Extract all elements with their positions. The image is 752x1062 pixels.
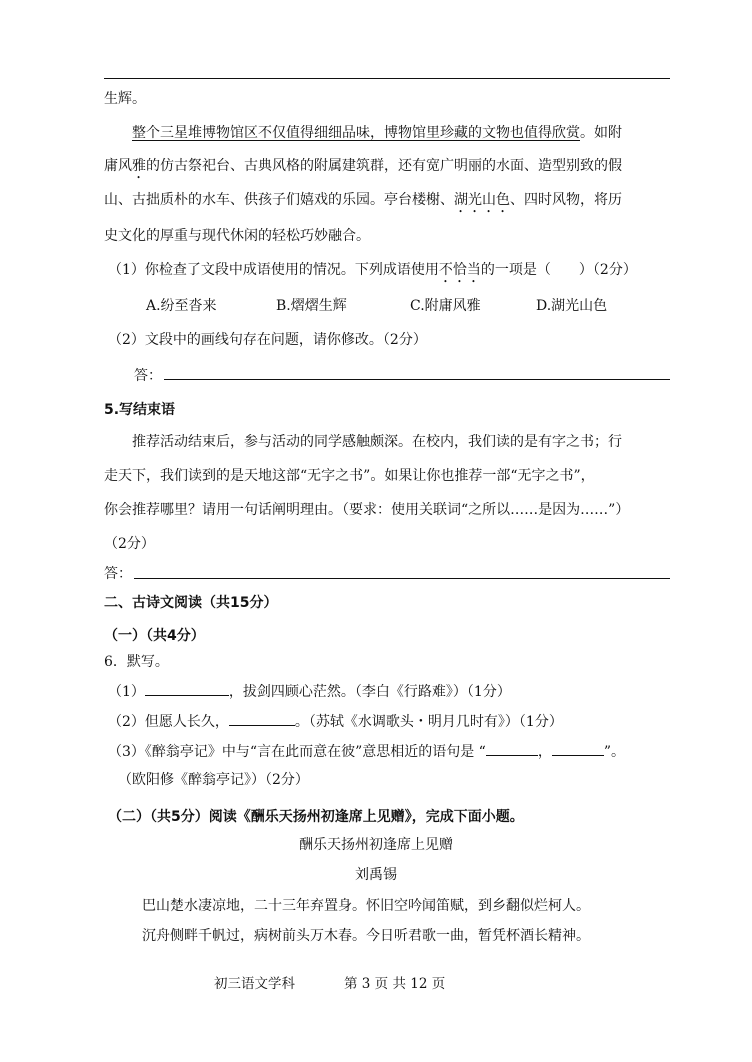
- question-6-3-source: （欧阳修《醉翁亭记》）（2分）: [118, 772, 309, 788]
- question-6-3: [108, 741, 625, 763]
- question-6: 6．默写。: [104, 654, 169, 670]
- passage-line-4: 史文化的厚重与现代休闲的轻松巧妙融合。: [104, 228, 370, 244]
- blank-4[interactable]: [552, 741, 604, 756]
- passage-text: 庸风: [104, 158, 132, 174]
- poem-title: 酬乐天扬州初逢席上见赠: [299, 837, 453, 853]
- question-text: （2）但愿人长久，: [108, 714, 229, 730]
- poem-line-2: 沉舟侧畔千帆过，病树前头万木春。今日听君歌一曲，暂凭杯酒长精神。: [142, 928, 590, 944]
- section-5-line-4: （2分）: [104, 536, 155, 552]
- poem-line-1: 巴山楚水凄凉地，二十三年弃置身。怀旧空吟闻笛赋，到乡翻似烂柯人。: [142, 898, 590, 914]
- section-5-title: 5.写结束语: [104, 402, 176, 418]
- answer-label: 答：: [104, 566, 132, 582]
- blank-2[interactable]: [229, 711, 295, 726]
- option-b[interactable]: B.熠熠生辉: [276, 298, 347, 314]
- question-6-1: [108, 681, 511, 703]
- passage-text: 的仿古祭祀台、古典风格的附属建筑群，还有宽广明丽的水面、造型别致的假: [146, 158, 622, 174]
- underlined-sentence: 整个三星堆博物馆区不仅值得细细品味，博物馆里珍藏的文物也值得欣赏: [132, 125, 580, 141]
- answer-line[interactable]: [164, 379, 670, 380]
- subsection-2-title: （二）（共5分）阅读《酬乐天扬州初逢席上见赠》，完成下面小题。: [108, 809, 524, 825]
- blank-3[interactable]: [486, 741, 538, 756]
- question-text: （3）《醉翁亭记》中与“言在此而意在彼”意思相近的语句是 “: [108, 744, 486, 760]
- poem-author: 刘禹锡: [355, 867, 397, 883]
- part-2-title: 二、古诗文阅读（共15分）: [104, 595, 278, 611]
- section-5-line-1: 推荐活动结束后，参与活动的同学感触颇深。在校内，我们读的是有字之书；行: [132, 434, 622, 450]
- dotted-word: 雅: [132, 158, 146, 174]
- dotted-keyword: 不恰当: [438, 262, 481, 278]
- passage-line-3: [104, 189, 622, 216]
- passage-line-1: [132, 122, 622, 144]
- question-text: ”。: [603, 744, 625, 760]
- answer-line[interactable]: [134, 578, 670, 579]
- top-rule: [104, 78, 670, 79]
- blank-1[interactable]: [145, 681, 229, 696]
- question-6-2: [108, 711, 563, 733]
- paragraph-tail: 生辉。: [104, 91, 146, 107]
- question-text: （1）: [108, 684, 145, 700]
- question-text: ，拔剑四顾心茫然。（李白《行路难》）（1分）: [228, 684, 511, 700]
- passage-text: 、四时风物，将历: [510, 192, 622, 208]
- footer-page-number: 第 3 页 共 12 页: [344, 976, 446, 992]
- passage-line-2: [104, 155, 622, 182]
- section-5-line-2: 走天下，我们读到的是天地这部“无字之书”。如果让你也推荐一部“无字之书”，: [104, 468, 595, 484]
- dotted-idiom: 湖光山色: [454, 192, 510, 208]
- option-c[interactable]: C.附庸风雅: [410, 298, 481, 314]
- option-a[interactable]: A.纷至沓来: [146, 298, 217, 314]
- question-text: （1）你检查了文段中成语使用的情况。下列成语使用: [108, 262, 439, 278]
- section-5-line-3: 你会推荐哪里？请用一句话阐明理由。（要求：使用关联词“之所以……是因为……”）: [104, 502, 630, 518]
- question-text: 的一项是（ ）（2分）: [480, 262, 637, 278]
- subsection-1-title: （一）（共4分）: [104, 628, 205, 644]
- option-d[interactable]: D.湖光山色: [536, 298, 608, 314]
- passage-line-1-end: 。如附: [580, 125, 622, 141]
- footer-subject: 初三语文学科: [214, 976, 295, 992]
- passage-text: 山、古拙质朴的水车、供孩子们嬉戏的乐园。亭台楼榭、: [104, 192, 454, 208]
- answer-label: 答：: [134, 368, 162, 384]
- question-text: ，: [537, 744, 552, 760]
- question-1: [108, 259, 637, 286]
- question-text: 。（苏轼《水调歌头・明月几时有》）（1分）: [294, 714, 563, 730]
- question-2: （2）文段中的画线句存在问题，请你修改。（2分）: [108, 332, 427, 348]
